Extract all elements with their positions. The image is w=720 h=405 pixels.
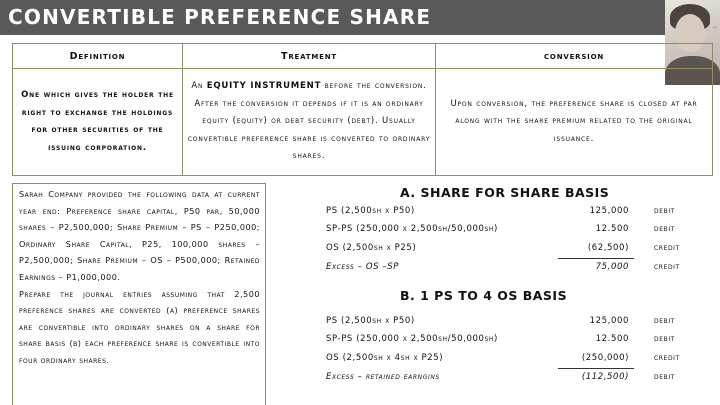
problem-paragraph-2: Prepare the journal entries assuming that 2,500 preference shares are converted (a) preference shares are convertible into ordinary shares on a share for share basis (b) each preference share is convertible into four ordinary shares. — [19, 288, 260, 365]
conversion-cell: Upon conversion, the preference share is closed at par along with the share premium related to the original issuance. — [436, 69, 713, 176]
section-b-underline — [558, 368, 634, 369]
entry-debit-credit: debit — [654, 316, 675, 326]
section-b-row — [326, 332, 696, 348]
problem-statement — [12, 183, 266, 405]
treatment-cell — [183, 69, 436, 176]
entry-debit-credit: debit — [654, 224, 675, 234]
section-b-row — [326, 314, 696, 330]
entry-amount: (112,500) — [581, 372, 629, 382]
section-b-title: B. 1 PS TO 4 OS BASIS — [400, 288, 568, 303]
section-a-underline — [558, 258, 634, 259]
entry-description: Excess – retained earngins — [326, 372, 440, 382]
title-bar — [0, 0, 665, 35]
slide-title: CONVERTIBLE PREFERENCE SHARE — [8, 5, 432, 29]
entry-amount: 125,000 — [589, 206, 629, 216]
table-header-row — [13, 44, 713, 69]
header-treatment: Treatment — [183, 44, 436, 69]
header-definition: Definition — [13, 44, 183, 69]
section-a-row — [326, 222, 696, 238]
entry-description: PS (2,500sh x P50) — [326, 206, 415, 216]
entry-amount: 12.500 — [595, 224, 629, 234]
entry-debit-credit: debit — [654, 334, 675, 344]
entry-description: OS (2,500sh x 4sh x P25) — [326, 353, 444, 363]
entry-description: OS (2,500sh x P25) — [326, 243, 417, 253]
definition-table — [12, 43, 713, 176]
section-a-title: A. SHARE FOR SHARE BASIS — [400, 185, 610, 200]
entry-amount: 75,000 — [595, 262, 629, 272]
treatment-text-post: before the conversion. After the conversion it depends if it is an ordinary equity (equity) or debt security (debt). Usually convertible preference share is converted to ordinary shares. — [187, 81, 431, 162]
definition-cell: One which gives the holder the right to exchange the holdings for other securities of the issuing corporation. — [13, 69, 183, 176]
section-a-row — [326, 260, 696, 276]
problem-paragraph-1: Sarah Company provided the following data at current year end: Preference share capital, P50 par, 50,000 shares – P2,500,000; Share Premium – PS – P250,000; Ordinary Share Capital, P25, 100,000 shares – P2,500,000; Share Premium – OS – P500,000; Retained Earnings – P1,000,000. — [19, 189, 260, 282]
entry-description: PS (2,500sh x P50) — [326, 316, 415, 326]
header-conversion: conversion — [436, 44, 713, 69]
entry-description: SP-PS (250,000 x 2,500sh/50,000sh) — [326, 334, 498, 344]
table-row — [13, 69, 713, 176]
entry-description: Excess – OS –SP — [326, 262, 399, 272]
webcam-watermark: ~ — [712, 24, 718, 32]
section-b-row — [326, 351, 696, 367]
section-b-row — [326, 370, 696, 386]
entry-description: SP-PS (250,000 x 2,500sh/50,000sh) — [326, 224, 498, 234]
treatment-text-bold: EQUITY INSTRUMENT — [206, 81, 322, 92]
entry-amount: 125,000 — [589, 316, 629, 326]
entry-debit-credit: credit — [654, 243, 680, 253]
section-a-row — [326, 241, 696, 257]
entry-debit-credit: debit — [654, 372, 675, 382]
entry-amount: (250,000) — [581, 353, 629, 363]
entry-amount: 12.500 — [595, 334, 629, 344]
entry-debit-credit: credit — [654, 262, 680, 272]
entry-debit-credit: debit — [654, 206, 675, 216]
treatment-text-pre: An — [191, 81, 207, 92]
entry-debit-credit: credit — [654, 353, 680, 363]
entry-amount: (62,500) — [587, 243, 629, 253]
section-a-row — [326, 204, 696, 220]
